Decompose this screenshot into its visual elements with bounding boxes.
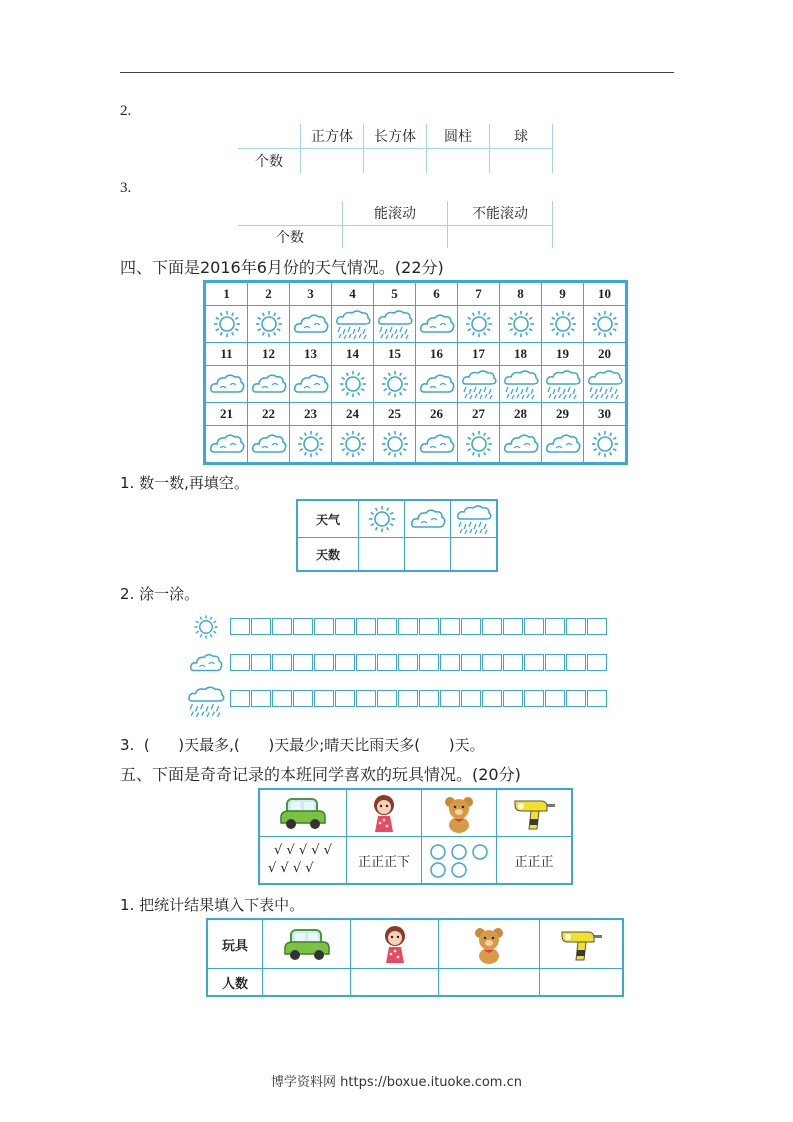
color-box[interactable] — [503, 618, 523, 635]
day-number: 21 — [206, 403, 248, 426]
sun-icon — [374, 426, 416, 463]
days-label: 天数 — [297, 538, 359, 572]
day-number: 6 — [416, 283, 458, 306]
color-box[interactable] — [377, 690, 397, 707]
color-box[interactable] — [461, 618, 481, 635]
answer-cell[interactable] — [448, 226, 553, 249]
cloud-icon — [248, 426, 290, 463]
color-box[interactable] — [314, 618, 334, 635]
color-box[interactable] — [461, 654, 481, 671]
day-number: 15 — [374, 343, 416, 366]
bear-icon — [439, 919, 540, 969]
answer-cell[interactable] — [439, 969, 540, 997]
sun-icon — [374, 366, 416, 403]
color-box[interactable] — [587, 690, 607, 707]
sun-icon — [332, 426, 374, 463]
col-cannot-roll: 不能滚动 — [448, 201, 553, 226]
color-box[interactable] — [314, 690, 334, 707]
day-number: 11 — [206, 343, 248, 366]
toy-label: 玩具 — [207, 919, 263, 969]
cloud-icon — [206, 366, 248, 403]
cloud-icon — [290, 366, 332, 403]
color-box[interactable] — [377, 654, 397, 671]
answer-cell[interactable] — [540, 969, 624, 997]
rain-icon — [332, 306, 374, 343]
color-box[interactable] — [335, 618, 355, 635]
color-box[interactable] — [482, 690, 502, 707]
color-box[interactable] — [251, 690, 271, 707]
col-cube: 正方体 — [301, 124, 364, 149]
day-number: 18 — [500, 343, 542, 366]
car-icon — [259, 789, 347, 837]
day-number: 17 — [458, 343, 500, 366]
sun-icon — [458, 306, 500, 343]
answer-cell[interactable] — [301, 149, 364, 174]
sun-icon — [542, 306, 584, 343]
color-box[interactable] — [461, 690, 481, 707]
answer-cell[interactable] — [351, 969, 439, 997]
color-box[interactable] — [272, 690, 292, 707]
color-box[interactable] — [524, 690, 544, 707]
car-icon — [263, 919, 351, 969]
sun-icon — [458, 426, 500, 463]
color-box[interactable] — [566, 618, 586, 635]
day-number: 1 — [206, 283, 248, 306]
day-number: 5 — [374, 283, 416, 306]
col-cylinder: 圆柱 — [427, 124, 490, 149]
color-box[interactable] — [482, 654, 502, 671]
rain-icon — [500, 366, 542, 403]
cloud-icon — [290, 306, 332, 343]
color-box[interactable] — [272, 618, 292, 635]
day-number: 25 — [374, 403, 416, 426]
color-box[interactable] — [419, 618, 439, 635]
day-number: 23 — [290, 403, 332, 426]
color-box[interactable] — [545, 654, 565, 671]
color-box[interactable] — [566, 654, 586, 671]
color-box[interactable] — [314, 654, 334, 671]
color-box[interactable] — [566, 690, 586, 707]
cloud-icon — [416, 366, 458, 403]
sun-icon — [332, 366, 374, 403]
cloud-icon — [416, 426, 458, 463]
color-box[interactable] — [398, 618, 418, 635]
top-rule — [120, 72, 674, 73]
color-box[interactable] — [545, 618, 565, 635]
answer-cell[interactable] — [427, 149, 490, 174]
day-number: 2 — [248, 283, 290, 306]
color-box[interactable] — [398, 690, 418, 707]
sun-icon — [248, 306, 290, 343]
color-box[interactable] — [335, 654, 355, 671]
day-number: 22 — [248, 403, 290, 426]
color-box[interactable] — [587, 654, 607, 671]
color-box[interactable] — [524, 618, 544, 635]
doll-icon — [351, 919, 439, 969]
color-box[interactable] — [230, 654, 250, 671]
color-box[interactable] — [419, 690, 439, 707]
col-cuboid: 长方体 — [364, 124, 427, 149]
cloud-icon — [500, 426, 542, 463]
color-box[interactable] — [503, 654, 523, 671]
color-box[interactable] — [335, 690, 355, 707]
people-label: 人数 — [207, 969, 263, 997]
sun-icon — [500, 306, 542, 343]
question-4-3: 3. ( )天最多,( )天最少;晴天比雨天多( )天。 — [120, 736, 485, 754]
day-number: 7 — [458, 283, 500, 306]
color-box[interactable] — [293, 618, 313, 635]
color-box[interactable] — [440, 654, 460, 671]
day-number: 13 — [290, 343, 332, 366]
day-number: 20 — [584, 343, 626, 366]
tally-drill: 正正正 — [497, 837, 573, 885]
day-number: 4 — [332, 283, 374, 306]
cloud-color-bar[interactable] — [230, 654, 608, 671]
shape-count-table-1 — [238, 124, 553, 173]
rain-icon — [374, 306, 416, 343]
day-number: 14 — [332, 343, 374, 366]
section-4-title: 四、下面是2016年6月份的天气情况。(22分) — [120, 258, 444, 277]
color-box[interactable] — [293, 690, 313, 707]
color-box[interactable] — [272, 654, 292, 671]
day-number: 28 — [500, 403, 542, 426]
weather-count-table — [296, 499, 498, 572]
sun-color-bar[interactable] — [230, 618, 608, 635]
answer-cell[interactable] — [364, 149, 427, 174]
color-box[interactable] — [482, 618, 502, 635]
cloud-icon — [206, 426, 248, 463]
rain-color-bar[interactable] — [230, 690, 608, 707]
answer-cell[interactable] — [405, 538, 451, 572]
color-box[interactable] — [587, 618, 607, 635]
bear-icon — [422, 789, 497, 837]
cloud-icon — [186, 648, 226, 678]
question-4-2: 2. 涂一涂。 — [120, 585, 200, 603]
day-number: 26 — [416, 403, 458, 426]
day-number: 27 — [458, 403, 500, 426]
question-4-1: 1. 数一数,再填空。 — [120, 474, 249, 492]
day-number: 29 — [542, 403, 584, 426]
footer-text: 博学资料网 https://boxue.ituoke.com.cn — [271, 1075, 522, 1090]
day-number: 24 — [332, 403, 374, 426]
weather-label: 天气 — [297, 500, 359, 538]
color-box[interactable] — [293, 654, 313, 671]
sun-icon — [584, 306, 626, 343]
color-box[interactable] — [440, 690, 460, 707]
sun-icon — [290, 426, 332, 463]
question-5-1: 1. 把统计结果填入下表中。 — [120, 896, 305, 914]
color-box[interactable] — [356, 654, 376, 671]
color-box[interactable] — [398, 654, 418, 671]
day-number: 19 — [542, 343, 584, 366]
rain-icon — [542, 366, 584, 403]
col-sphere: 球 — [490, 124, 553, 149]
drill-icon — [497, 789, 573, 837]
rain-icon — [451, 500, 498, 538]
color-box[interactable] — [251, 654, 271, 671]
cloud-icon — [248, 366, 290, 403]
color-box[interactable] — [524, 654, 544, 671]
color-box[interactable] — [230, 690, 250, 707]
color-box[interactable] — [251, 618, 271, 635]
color-box[interactable] — [419, 654, 439, 671]
color-box[interactable] — [440, 618, 460, 635]
question-2-number: 2. — [120, 103, 132, 119]
answer-cell[interactable] — [451, 538, 498, 572]
color-box[interactable] — [356, 690, 376, 707]
color-box[interactable] — [503, 690, 523, 707]
row-count-label: 个数 — [238, 149, 301, 174]
day-number: 10 — [584, 283, 626, 306]
color-box[interactable] — [377, 618, 397, 635]
doll-icon — [347, 789, 422, 837]
question-3-number: 3. — [120, 180, 132, 196]
toy-record-table — [258, 788, 573, 885]
day-number: 9 — [542, 283, 584, 306]
cloud-icon — [542, 426, 584, 463]
answer-cell[interactable] — [490, 149, 553, 174]
day-number: 8 — [500, 283, 542, 306]
day-number: 12 — [248, 343, 290, 366]
answer-cell[interactable] — [263, 969, 351, 997]
answer-cell[interactable] — [343, 226, 448, 249]
cloud-icon — [405, 500, 451, 538]
color-box[interactable] — [356, 618, 376, 635]
day-number: 16 — [416, 343, 458, 366]
color-box[interactable] — [230, 618, 250, 635]
sun-icon — [189, 612, 223, 642]
rain-icon — [584, 366, 626, 403]
weather-calendar — [203, 280, 628, 465]
toy-count-table — [206, 918, 624, 997]
roll-count-table — [238, 201, 553, 248]
row-count-label: 个数 — [238, 226, 343, 249]
tick-marks: √ √ √ √ √ √ √ √ √ — [259, 837, 347, 885]
tally-doll: 正正正下 — [347, 837, 422, 885]
section-5-title: 五、下面是奇奇记录的本班同学喜欢的玩具情况。(20分) — [120, 765, 521, 784]
color-box[interactable] — [545, 690, 565, 707]
answer-cell[interactable] — [359, 538, 405, 572]
circle-marks — [422, 837, 497, 885]
rain-icon — [458, 366, 500, 403]
sun-icon — [584, 426, 626, 463]
sun-icon — [206, 306, 248, 343]
cloud-icon — [416, 306, 458, 343]
day-number: 30 — [584, 403, 626, 426]
rain-icon — [186, 684, 226, 718]
sun-icon — [359, 500, 405, 538]
day-number: 3 — [290, 283, 332, 306]
drill-icon — [540, 919, 624, 969]
col-can-roll: 能滚动 — [343, 201, 448, 226]
